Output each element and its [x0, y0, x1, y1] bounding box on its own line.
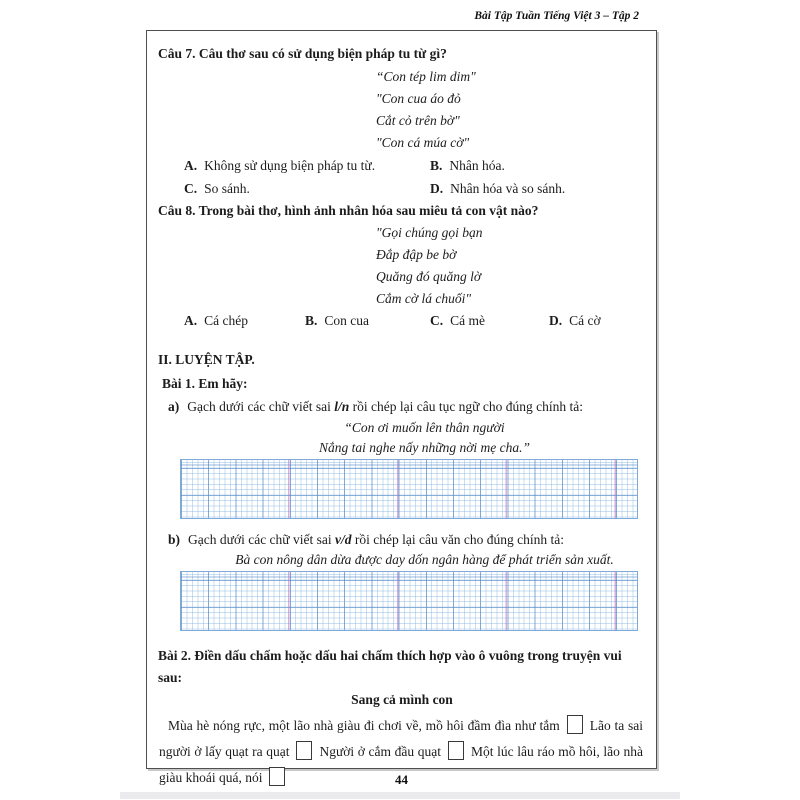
- poem-line: Cắm cờ lá chuối": [376, 291, 471, 306]
- poem-line: Cắt cỏ trên bờ": [376, 113, 460, 128]
- option-label: D.: [430, 180, 444, 196]
- option-7-c[interactable]: [184, 178, 430, 201]
- option-8-d[interactable]: [549, 310, 601, 332]
- option-label: A.: [184, 313, 198, 328]
- option-7-b[interactable]: [430, 155, 505, 178]
- instruction-text: Gạch dưới các chữ viết sai: [188, 531, 335, 547]
- question-8-options: [158, 310, 646, 332]
- poem-line: Quăng đó quăng lờ: [376, 269, 482, 284]
- option-text: Không sử dụng biện pháp tu từ.: [204, 158, 376, 173]
- option-8-b[interactable]: [305, 310, 430, 332]
- option-label: C.: [184, 180, 198, 196]
- proverb-line: Nắng tai nghe nấy những nời mẹ cha.”: [318, 440, 531, 455]
- poem-line: "Gọi chúng gọi bạn: [376, 225, 483, 240]
- story-segment: người ở lấy quạt ra quạt: [159, 743, 290, 759]
- poem-line: "Con cá múa cờ": [376, 135, 470, 150]
- punctuation-box[interactable]: [567, 715, 583, 734]
- story-segment: giàu khoái quá, nói: [159, 769, 263, 785]
- proverb-line: “Con ơi muốn lên thân người: [344, 419, 505, 435]
- option-7-d[interactable]: [430, 178, 565, 201]
- option-text: Cá chép: [204, 313, 248, 328]
- story-line-2: [159, 739, 643, 765]
- question-7-poem: [158, 66, 646, 154]
- option-text: So sánh.: [204, 180, 250, 196]
- bai-1-title: Bài 1. Em hãy:: [162, 376, 248, 391]
- writing-grid-b[interactable]: [180, 571, 638, 631]
- punctuation-box[interactable]: [296, 741, 312, 760]
- question-8-poem: [158, 222, 646, 310]
- story-segment: Lão ta sai: [589, 717, 643, 733]
- option-8-a[interactable]: [184, 310, 305, 332]
- option-text: Con cua: [324, 313, 370, 328]
- running-header: Bài Tập Tuần Tiếng Việt 3 – Tập 2: [474, 10, 639, 22]
- bai-1a-instruction: [158, 397, 646, 418]
- option-8-c[interactable]: [430, 310, 549, 332]
- question-8-title: Câu 8. Trong bài thơ, hình ảnh nhân hóa sau miêu tả con vật nào?: [158, 203, 539, 218]
- option-text: Cá mè: [450, 313, 485, 328]
- poem-line: Đắp đập be bờ: [376, 247, 457, 262]
- instruction-text: Gạch dưới các chữ viết sai: [187, 399, 335, 414]
- section-2-title: II. LUYỆN TẬP.: [158, 352, 255, 367]
- option-text: Nhân hóa.: [449, 158, 505, 173]
- story-segment: Một lúc lâu ráo mồ hôi, lão nhà: [471, 743, 644, 759]
- question-7-options: [158, 155, 646, 200]
- option-text: Cá cờ: [569, 313, 601, 328]
- story-segment: Người ở cắm đầu quạt: [319, 743, 442, 759]
- poem-line: "Con cua áo đỏ: [376, 91, 461, 106]
- option-text: Nhân hóa và so sánh.: [450, 180, 566, 196]
- letters-ln: l/n: [334, 399, 350, 414]
- poem-line: “Con tép lim dim": [376, 69, 476, 84]
- page-number: 44: [395, 772, 408, 787]
- option-7-a[interactable]: [184, 155, 430, 178]
- question-7-title: Câu 7. Câu thơ sau có sử dụng biện pháp tu từ gì?: [158, 46, 447, 61]
- option-label: B.: [305, 313, 318, 328]
- bai-2-title: Bài 2. Điền dấu chấm hoặc dấu hai chấm thích hợp vào ô vuông trong truyện vui sau:: [158, 647, 622, 685]
- story-title: Sang cả mình con: [351, 691, 453, 707]
- punctuation-box[interactable]: [448, 741, 464, 760]
- option-label: D.: [549, 313, 563, 328]
- instruction-text: rồi chép lại câu tục ngữ cho đúng chính tả:: [349, 399, 583, 414]
- sentence-line: Bà con nông dân dừa được day dốn ngân hàng để phát triển sản xuất.: [235, 552, 614, 567]
- writing-grid-a[interactable]: [180, 459, 638, 519]
- item-a-label: a): [168, 399, 180, 414]
- option-label: B.: [430, 158, 443, 173]
- story-segment: Mùa hè nóng rực, một lão nhà giàu đi chơi về, mồ hôi đầm đìa như tắm: [168, 717, 560, 733]
- item-b-label: b): [168, 531, 181, 547]
- option-label: C.: [430, 313, 444, 328]
- page-edge-shadow: [120, 792, 680, 799]
- letters-vd: v/d: [334, 531, 352, 547]
- bai-1b-instruction: [158, 530, 646, 551]
- option-label: A.: [184, 158, 198, 173]
- story-line-1: [159, 713, 643, 739]
- instruction-text: rồi chép lại câu văn cho đúng chính tả:: [351, 531, 565, 547]
